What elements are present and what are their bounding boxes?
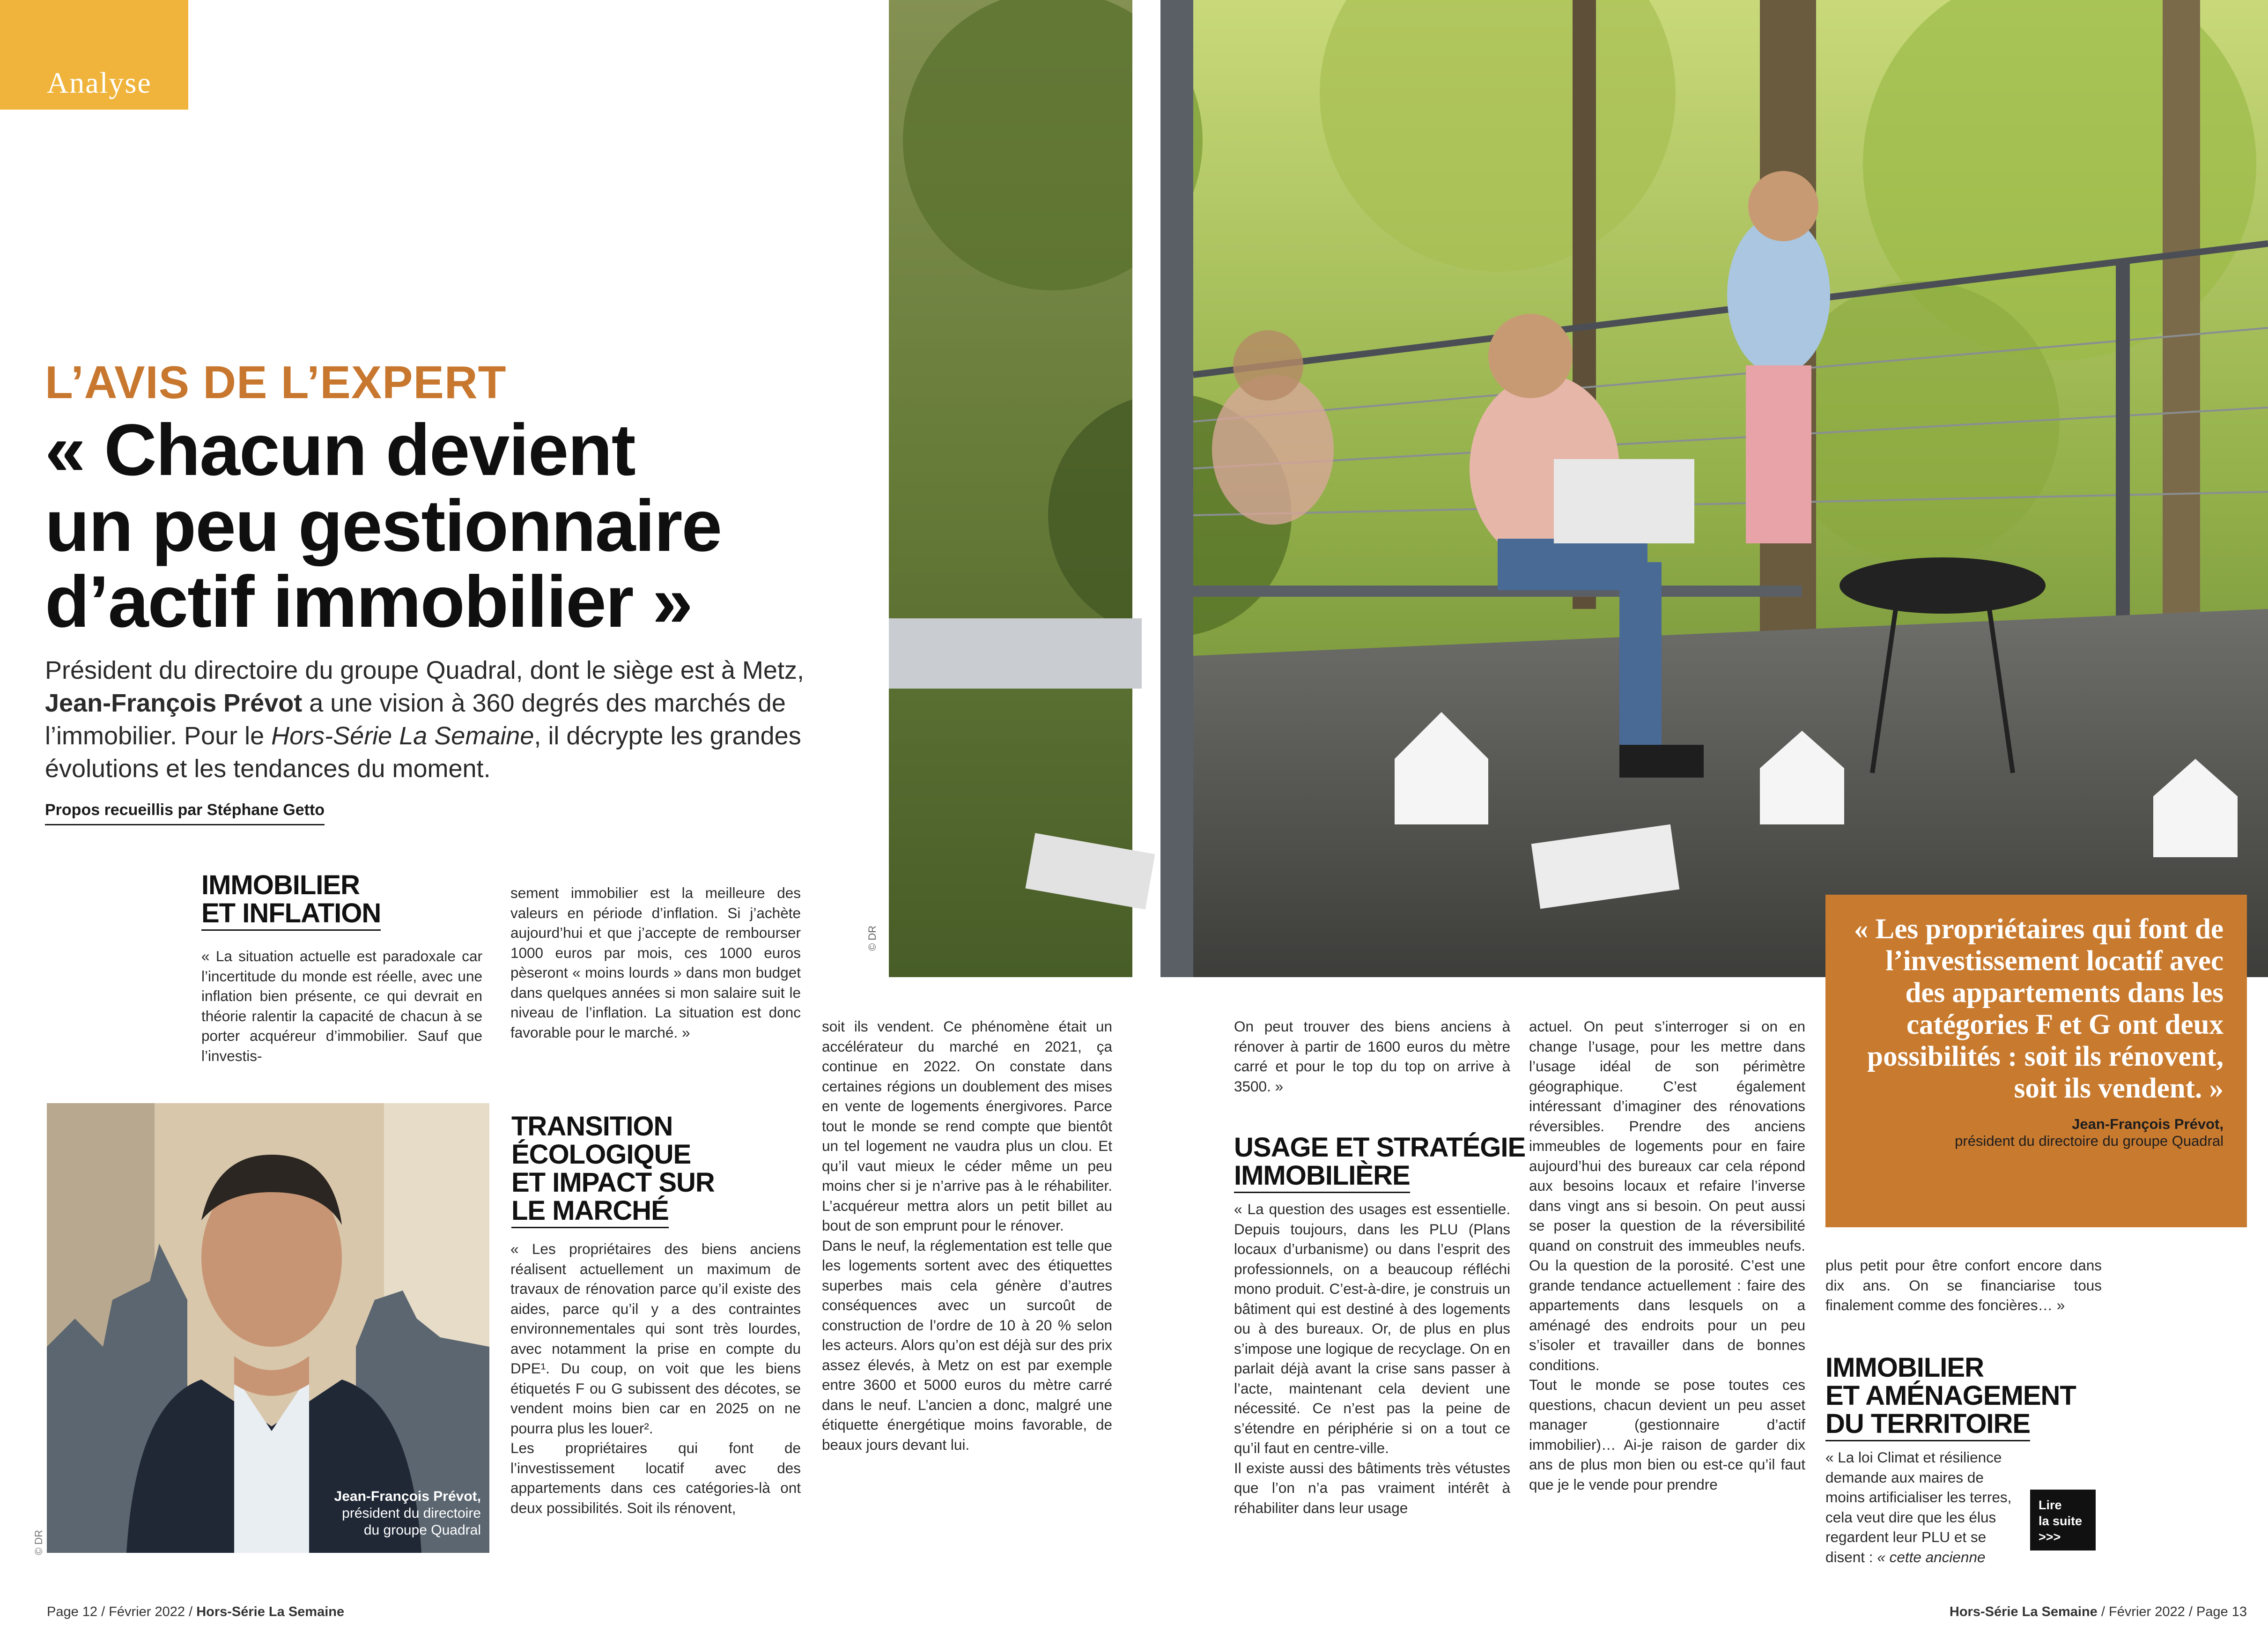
main-photo: [889, 0, 2268, 977]
footer-right-publication: Hors-Série La Semaine: [1949, 1604, 2098, 1619]
column-4-text: [1234, 1199, 1510, 1518]
column-2-text: [510, 1239, 801, 1518]
paragraph-italic: « cette ancienne: [1877, 1548, 1986, 1565]
portrait-credit: © DR: [33, 1529, 44, 1555]
paragraph: plus petit pour être confort encore dans dix ans. On se financiarise tous finalement comme des foncières… »: [1825, 1257, 2102, 1313]
paragraph: Tout le monde se pose toutes ces questions, chacun devient un peu asset manager (gestionnaire d’actif immobilier)… Ai-je raison de garder dix ans de plus mon bien ou est-ce qu’il faut que je le vende pour prendre: [1529, 1376, 1805, 1493]
pull-quote-box: [1825, 895, 2247, 1227]
read-more-arrow-icon: >>>: [2039, 1530, 2061, 1544]
subhead-line: ÉCOLOGIQUE: [511, 1139, 691, 1170]
paragraph: On peut trouver des biens anciens à rénover à partir de 1600 euros du mètre carré et pour le top du top on arrive à 3500. »: [1234, 1018, 1510, 1095]
portrait-caption: [334, 1488, 481, 1539]
pull-quote-role: président du directoire du groupe Quadral: [1955, 1133, 2224, 1149]
column-6-text: [1825, 1447, 2022, 1567]
subhead-line: LE MARCHÉ: [511, 1197, 669, 1228]
footer-left-page: Page 12 / Février 2022 /: [47, 1604, 197, 1619]
footer-left: [47, 1604, 344, 1620]
lede-part-3: , il décrypte les grandes évolutions et les tendances du moment.: [45, 722, 801, 783]
byline: Propos recueillis par Stéphane Getto: [45, 801, 325, 825]
read-more-line: Lire: [2039, 1498, 2062, 1512]
column-4-top-text: [1234, 1016, 1510, 1096]
portrait-photo: [47, 1103, 489, 1553]
paragraph-text: « La loi Climat et résilience demande aux maires de moins artificialiser les terres, cela veut dire que les élus regardent leur PLU et se disent :: [1825, 1449, 2012, 1565]
column-2-top-text: [510, 883, 801, 1042]
footer-right: [1950, 1604, 2247, 1620]
paragraph: Les propriétaires qui font de l’investissement locatif avec des appartements dans ces catégories-là ont deux possibilités. Soit ils rénovent,: [510, 1439, 801, 1516]
portrait-caption-role: du groupe Quadral: [363, 1522, 481, 1538]
subhead-line: ET INFLATION: [201, 899, 381, 931]
lede-publication: Hors-Série La Semaine: [271, 722, 534, 750]
paragraph: [1825, 1447, 2022, 1567]
paragraph: Dans le neuf, la réglementation est telle que les logements sortent avec des étiquettes superbes mais cela génère d’autres conséquences avec un surcoût de construction de l’ordre de 10 à 20 % selon les acteurs. Alors qu’on est déjà sur des prix assez élevés, à Metz on est par exemple entre 3600 et 5000 euros du mètre carré dans le neuf. L’ancien a donc, malgré une étiquette énergétique moins favorable, de beaux jours devant lui.: [822, 1237, 1112, 1453]
subhead-line: TRANSITION: [511, 1111, 673, 1142]
pull-quote-text: « Les propriétaires qui font de l’investissement locatif avec des appartements dans les catégories F et G ont deux possibilités : soit ils rénovent, soit ils vendent. »: [1854, 913, 2224, 1104]
subhead-line: ET IMPACT SUR: [511, 1167, 715, 1198]
subhead-line: IMMOBILIÈRE: [1234, 1162, 1410, 1193]
column-1-text: [201, 946, 482, 1066]
kicker: L’AVIS DE L’EXPERT: [45, 356, 507, 408]
section-tag: [0, 0, 188, 110]
paragraph: Il existe aussi des bâtiments très vétustes que l’on n’a pas vraiment intérêt à réhabiliter dans leur usage: [1234, 1459, 1510, 1516]
column-3-text: [822, 1016, 1112, 1454]
subhead-usage-strategie: [1234, 1134, 1525, 1193]
column-5-text: [1529, 1016, 1805, 1494]
portrait-caption-role: président du directoire: [342, 1506, 481, 1521]
lede-part-2: a une vision à 360 degrés des marchés de l’immobilier. Pour le: [45, 689, 786, 750]
pull-quote-name: Jean-François Prévot,: [2072, 1116, 2224, 1132]
headline-line-1: « Chacun devient: [45, 409, 635, 491]
subhead-line: IMMOBILIER: [201, 870, 360, 900]
photo-credit: © DR: [866, 925, 878, 951]
subhead-line: IMMOBILIER: [1825, 1352, 1984, 1383]
paragraph: « La situation actuelle est paradoxale car l’incertitude du monde est réelle, avec une inflation bien présente, ce qui devrait en théorie ralentir la capacité de chacun à se porter acquéreur d’immobilier. Sauf que l’investis-: [201, 948, 482, 1064]
headline-line-3: d’actif immobilier »: [45, 561, 692, 643]
footer-right-page: / Février 2022 / Page 13: [2097, 1604, 2247, 1619]
lede-part-1: Président du directoire du groupe Quadral, dont le siège est à Metz,: [45, 656, 804, 684]
portrait-image: [47, 1103, 489, 1553]
subhead-line: ET AMÉNAGEMENT: [1825, 1380, 2076, 1411]
paragraph: sement immobilier est la meilleure des valeurs en période d’inflation. Si j’achète aujourd’hui et que j’accepte de rembourser 1000 euros par mois, ces 1000 euros pèseront « moins lourds » dans mon budget dans quelques années si mon salaire suit le niveau de l’inflation. La situation est donc favorable pour le marché. »: [510, 884, 801, 1041]
footer-left-publication: Hors-Série La Semaine: [196, 1604, 345, 1619]
read-more-button[interactable]: [2030, 1490, 2096, 1550]
headline-line-2: un peu gestionnaire: [45, 485, 722, 567]
column-6-top-text: [1825, 1255, 2102, 1315]
paragraph: « Les propriétaires des biens anciens réalisent actuellement un maximum de travaux de rénovation parce qu’il existe des aides, parce qu’il y a des contraintes environnementales qui sont très lourdes, avec notamment la prise en compte du DPE¹. Du coup, on voit que les biens étiquetés F ou G subissent des décotes, se vendent moins bien car en 2025 on ne pourra plus les louer².: [510, 1240, 801, 1437]
lede: [45, 654, 850, 785]
subhead-line: USAGE ET STRATÉGIE: [1234, 1132, 1526, 1163]
subhead-transition-ecologique: [511, 1113, 715, 1228]
portrait-caption-name: Jean-François Prévot,: [334, 1489, 481, 1504]
read-more-line: la suite: [2039, 1514, 2083, 1528]
section-tag-label: Analyse: [47, 66, 152, 99]
paragraph: actuel. On peut s’interroger si on en change l’usage, pour les mettre dans l’usage idéal de son périmètre géographique. C’est également intéressant d’imaginer des rénovations réversibles. Prendre des anciens immeubles de logements pour en faire aujourd’hui des bureaux car cela répond aux besoins locaux et refaire l’inverse dans vingt ans si besoin. On peut aussi se poser la question de la réversibilité quand on construit des immeubles neufs. Ou la question de la porosité. C’est une grande tendance actuellement : faire des appartements dans lesquels on a aménagé des endroits pour un peu s’isoler et travailler dans de bonnes conditions.: [1529, 1018, 1805, 1373]
subhead-immobilier-inflation: [201, 871, 381, 931]
headline: [45, 409, 869, 643]
balcony-forest-photo: [889, 0, 2268, 977]
lede-name: Jean-François Prévot: [45, 689, 303, 717]
subhead-amenagement-territoire: [1825, 1354, 2076, 1441]
subhead-line: DU TERRITOIRE: [1825, 1410, 2030, 1441]
paragraph: soit ils vendent. Ce phénomène était un accélérateur du marché en 2021, ça continue en 2022. On constate dans certaines régions un doublement des mises en vente de logements énergivores. Parce tout le monde se rend compte que bientôt un tel logement ne vaudra plus un clou. Et qu’il vaut mieux le céder même un peu moins cher si je n’arrive pas à le réhabiliter. L’acquéreur mettra alors un petit billet au bout de son emprunt pour le rénover.: [822, 1018, 1112, 1234]
paragraph: « La question des usages est essentielle. Depuis toujours, dans les PLU (Plans locaux d’urbanisme) ou dans l’esprit des professionnels, on a beaucoup réfléchi mono produit. C’est-à-dire, je construis un bâtiment qui est destiné à des logements ou à des bureaux. Or, de plus en plus s’impose une logique de recyclage. On en parlait déjà avant la crise sans passer à l’acte, maintenant cela devient une nécessité. Ce n’est pas la peine de s’étendre en périphérie si on a tout ce qu’il faut en centre-ville.: [1234, 1201, 1510, 1456]
